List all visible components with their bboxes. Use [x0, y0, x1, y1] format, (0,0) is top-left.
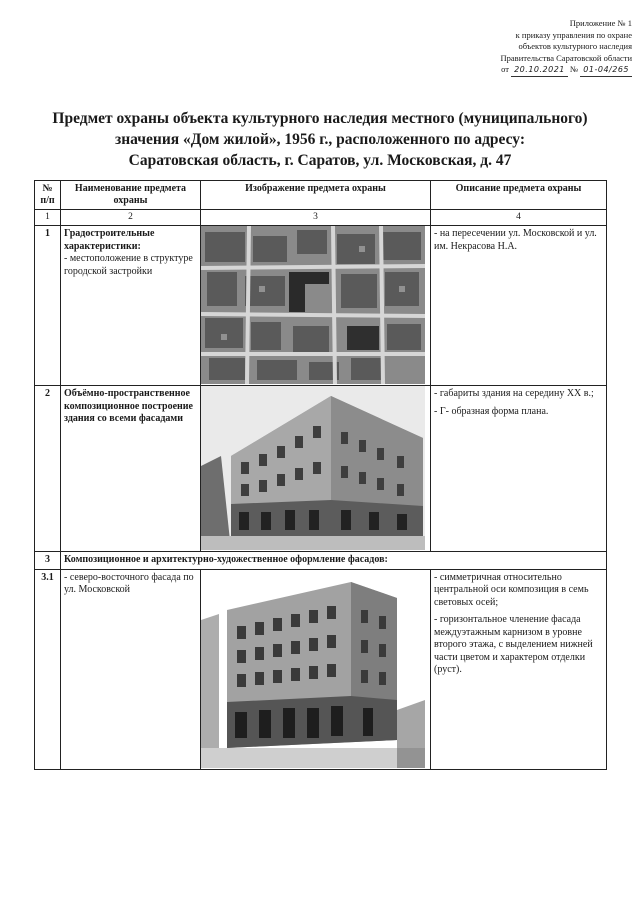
colnum-1: 1 [35, 210, 61, 226]
appendix-header [382, 18, 632, 77]
title-line-1: Предмет охраны объекта культурного наследия местного (муниципального) [52, 110, 588, 127]
row-name-normal: - северо-восточного фасада по ул. Московской [64, 571, 194, 595]
order-reference: к приказу управления по охране [515, 29, 632, 40]
header-image: Изображение предмета охраны [201, 181, 431, 210]
table-row [35, 386, 607, 552]
row-description [431, 569, 607, 769]
row-number: 1 [35, 226, 61, 386]
government-line: Правительства Саратовской области [500, 52, 632, 63]
order-number: 01-04/265 [580, 64, 632, 77]
header-number: № п/п [35, 181, 61, 210]
appendix-number: Приложение № 1 [569, 18, 632, 28]
row-name [61, 386, 201, 552]
facade-photo [201, 570, 425, 768]
colnum-2: 2 [61, 210, 201, 226]
photo-cell [201, 569, 431, 769]
title-line-2: значения «Дом жилой», 1956 г., расположенного по адресу: [115, 131, 525, 148]
department-line: объектов культурного наследия [518, 41, 632, 51]
date-value: 20.10.2021 [511, 64, 568, 77]
colnum-4: 4 [431, 210, 607, 226]
table-row [35, 226, 607, 386]
row-name-bold: Градостроительные характеристики: [64, 228, 155, 252]
row-number: 3.1 [35, 569, 61, 769]
table-header-row [35, 181, 607, 210]
row-name-normal: - местоположение в структуре городской застройки [64, 253, 193, 277]
section-title: Композиционное и архитектурно-художественное оформление фасадов: [61, 552, 607, 570]
row-number: 3 [35, 552, 61, 570]
row-number: 2 [35, 386, 61, 552]
description-item: - горизонтальное членение фасада междуэтажным карнизом в уровне второго этажа, с выделением нижней части цветом и характером отделки (руст). [434, 614, 593, 675]
photo-cell [201, 226, 431, 386]
description-item: - Г- образная форма плана. [434, 405, 549, 417]
table-row [35, 569, 607, 769]
building-photo [201, 386, 425, 550]
date-number-line [382, 64, 632, 77]
aerial-photo [201, 226, 425, 384]
header-name: Наименование предмета охраны [61, 181, 201, 210]
number-prefix: № [570, 64, 579, 74]
document-title [40, 108, 600, 171]
row-name-bold: Объёмно-пространственное композиционное построение здания со всеми фасадами [64, 388, 193, 424]
title-line-3: Саратовская область, г. Саратов, ул. Московская, д. 47 [128, 152, 512, 169]
header-description: Описание предмета охраны [431, 181, 607, 210]
row-description [431, 226, 607, 386]
row-name [61, 569, 201, 769]
column-number-row [35, 210, 607, 226]
description-item: - симметричная относительно центральной оси композиция в семь световых осей; [434, 571, 589, 608]
section-row [35, 552, 607, 570]
colnum-3: 3 [201, 210, 431, 226]
description-item: - габариты здания на середину XX в.; [434, 388, 594, 399]
protection-subject-table [34, 180, 607, 770]
date-prefix: от [501, 64, 509, 74]
row-name [61, 226, 201, 386]
row-description [431, 386, 607, 552]
description-item: - на пересечении ул. Московской и ул. им. Некрасова Н.А. [434, 228, 597, 252]
photo-cell [201, 386, 431, 552]
